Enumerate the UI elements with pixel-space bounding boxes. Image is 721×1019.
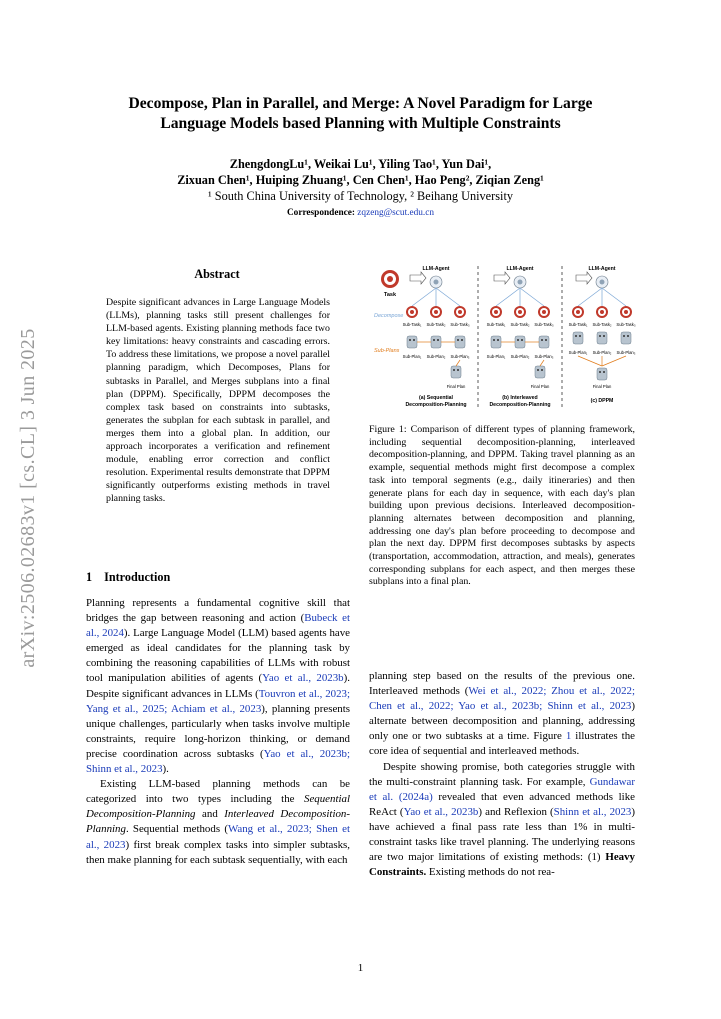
arrow bbox=[412, 288, 436, 306]
page-number: 1 bbox=[357, 962, 364, 974]
subplans-label: Sub-Plans bbox=[374, 348, 400, 354]
agent-label-3: LLM-Agent bbox=[588, 266, 616, 272]
subplan-label-1-3: Sub-Plan₃ bbox=[450, 354, 470, 359]
final-plan-label-1: Final Plan bbox=[446, 384, 466, 389]
arrow bbox=[602, 356, 626, 366]
subplan-label-2-1: Sub-Plan₁ bbox=[486, 354, 506, 359]
intro-left-column bbox=[86, 596, 350, 868]
abstract-text: Despite significant advances in Large Language Models (LLMs), planning tasks still present challenges for LLM-based agents. Existing planning methods face two key limitations: heavy constraints and cascading errors. To address these limitations, we propose a novel parallel planning paradigm, which Decomposes, Plans for subtasks in Parallel, and Merges subplans into a final plan (DPPM). Specifically, DPPM decomposes the complex task based on constraints into subtasks, generates the subplan for each subtask in parallel, and merges them into a global plan. In addition, our approach incorporates a verification and refinement module, enabling error correction and conflict resolution. Experimental results demonstrate that DPPM significantly outperforms existing methods in travel planning tasks. bbox=[106, 297, 330, 505]
arrow bbox=[456, 360, 460, 366]
author-block bbox=[0, 156, 721, 204]
subplan-robot-1-3 bbox=[455, 336, 465, 348]
subplan-label-2-3: Sub-Plan₃ bbox=[534, 354, 554, 359]
subplan-label-1-2: Sub-Plan₂ bbox=[426, 354, 446, 359]
subplan-robot-3-2 bbox=[597, 332, 607, 344]
authors-line-1: ZhengdongLu¹, Weikai Lu¹, Yiling Tao¹, Yun Dai¹, bbox=[229, 157, 492, 171]
correspondence-email[interactable]: zqzeng@scut.edu.cn bbox=[357, 208, 435, 218]
section-number: 1 bbox=[86, 570, 93, 584]
figure-1 bbox=[374, 262, 640, 412]
subplan-robot-3-3 bbox=[621, 332, 631, 344]
subtask-label-3-1: Sub-Task₁ bbox=[568, 322, 588, 327]
subplan-label-1-1: Sub-Plan₁ bbox=[402, 354, 422, 359]
subtask-label-1-1: Sub-Task₁ bbox=[402, 322, 422, 327]
panel-a-caption-1: (a) Sequential bbox=[418, 395, 454, 401]
subtask-label-3-2: Sub-Task₂ bbox=[592, 322, 612, 327]
subplan-label-3-1: Sub-Plan₁ bbox=[568, 350, 588, 355]
final-plan-robot-3 bbox=[597, 368, 607, 380]
panel-a-caption-2: Decomposition-Planning bbox=[405, 402, 467, 408]
subtask-label-1-2: Sub-Task₂ bbox=[426, 322, 446, 327]
intro-paragraph-2: Existing LLM-based planning methods can be categorized into two types including the Sequential Decomposition-Planning and Interleaved Decomposition-Planning. Sequential methods (Wang et al., 2023; Shen et al., 2023) first break complex tasks into simpler subtasks, then make planning for each subtask sequentially, with each bbox=[86, 778, 350, 866]
subplan-label-2-2: Sub-Plan₂ bbox=[510, 354, 530, 359]
subplan-label-3-2: Sub-Plan₂ bbox=[592, 350, 612, 355]
authors-line-2: Zixuan Chen¹, Huiping Zhuang¹, Cen Chen¹, Hao Peng², Ziqian Zeng¹ bbox=[177, 173, 544, 187]
arrow bbox=[520, 288, 544, 306]
panel-b-caption-1: (b) Interleaved bbox=[502, 395, 538, 401]
task-icon bbox=[381, 270, 399, 288]
subplan-robot-2-3 bbox=[539, 336, 549, 348]
panel-b-caption-2: Decomposition-Planning bbox=[489, 402, 551, 408]
title-line-2: Language Models based Planning with Multiple Constraints bbox=[160, 115, 561, 132]
task-label: Task bbox=[383, 292, 397, 298]
title-line-1: Decompose, Plan in Parallel, and Merge: A Novel Paradigm for Large bbox=[128, 95, 593, 112]
intro-right-column bbox=[369, 669, 635, 880]
subplan-label-3-3: Sub-Plan₃ bbox=[616, 350, 636, 355]
abstract-heading: Abstract bbox=[194, 267, 240, 281]
affiliations: ¹ South China University of Technology, ² Beihang University bbox=[207, 189, 514, 203]
flow-arrow-3 bbox=[576, 272, 592, 284]
final-plan-robot-2 bbox=[535, 366, 545, 378]
arrow bbox=[496, 288, 520, 306]
correspondence bbox=[0, 208, 721, 218]
subtask-label-1-3: Sub-Task₃ bbox=[450, 322, 470, 327]
arrow bbox=[540, 360, 544, 366]
arrow bbox=[578, 356, 602, 366]
subplan-robot-1-1 bbox=[407, 336, 417, 348]
subplan-robot-1-2 bbox=[431, 336, 441, 348]
intro-paragraph-1: Planning represents a fundamental cognitive skill that bridges the gap between reasoning and action (Bubeck et al., 2024). Large Language Model (LLM) based agents have emerged as ideal candidates for the planning task by combining the reasoning capabilities of LLMs with robust tool manipulation abilities of agents (Yao et al., 2023b). Despite significant advances in LLMs (Touvron et al., 2023; Yang et al., 2025; Achiam et al., 2023), planning presents unique challenges, particularly when tasks involve multiple constraints, require long-horizon thinking, or demand precise coordination across subtasks (Yao et al., 2023b; Shinn et al., 2023). bbox=[86, 597, 351, 776]
final-plan-label-2: Final Plan bbox=[530, 384, 550, 389]
final-plan-robot-1 bbox=[451, 366, 461, 378]
section-title: Introduction bbox=[104, 570, 171, 584]
subtask-label-2-2: Sub-Task₂ bbox=[510, 322, 530, 327]
subtask-label-2-3: Sub-Task₃ bbox=[534, 322, 554, 327]
subplan-robot-2-2 bbox=[515, 336, 525, 348]
intro-paragraph-3: Despite showing promise, both categories struggle with the multi-constraint planning task. For example, Gundawar et al. (2024a) revealed that even advanced methods like ReAct (Yao et al., 2023b) and Reflexion (Shinn et al., 2023) have achieved a final pass rate less than 1% in multi-constraint tasks like travel planning. The underlying reasons are two major limitations of existing methods: (1) Heavy Constraints. Existing methods do not rea- bbox=[369, 760, 636, 879]
arxiv-stamp: arXiv:2506.02683v1 [cs.CL] 3 Jun 2025 bbox=[17, 328, 39, 668]
figure-caption: Figure 1: Comparison of different types of planning framework, including sequential decomposition-planning, interleaved decomposition-planning, and DPPM. Taking travel planning as an example, sequential methods might first decompose a complex task into temporal segments (e.g., daily itineraries) and then generate plans for each day in sequence, with each day's plan building upon previous decisions. Interleaved decomposition-planning alternates between decomposition and planning, addressing one day's plan before proceeding to decompose and plan the next day. DPPM first decomposes subtasks by aspects (transportation, accommodation, attraction, and meals), generates corresponding subplans for each aspect, and then merges these subplans into a final plan. bbox=[369, 424, 635, 588]
agent-label-1: LLM-Agent bbox=[422, 266, 450, 272]
flow-arrow-1 bbox=[410, 272, 426, 284]
final-plan-label-3: Final Plan bbox=[592, 384, 612, 389]
section-heading bbox=[86, 570, 182, 585]
agent-label-2: LLM-Agent bbox=[506, 266, 534, 272]
arrow bbox=[602, 288, 626, 306]
subplan-robot-3-1 bbox=[573, 332, 583, 344]
arrow bbox=[436, 288, 460, 306]
panel-c-caption: (c) DPPM bbox=[590, 398, 614, 404]
correspondence-label: Correspondence: bbox=[286, 208, 355, 218]
decompose-label: Decompose bbox=[374, 313, 404, 319]
subtask-label-3-3: Sub-Task₃ bbox=[616, 322, 636, 327]
intro-paragraph-2-cont: planning step based on the results of the previous one. Interleaved methods (Wei et al., 2022; Zhou et al., 2022; Chen et al., 2022; Yao et al., 2023b; Shinn et al., 2023) alternate between decomposition and planning, addressing only one or two subtasks at a time. Figure 1 illustrates the core idea of sequential and interleaved methods. bbox=[369, 670, 636, 758]
subplan-robot-2-1 bbox=[491, 336, 501, 348]
arrow bbox=[578, 288, 602, 306]
flow-arrow-2 bbox=[494, 272, 510, 284]
paper-title bbox=[0, 94, 721, 134]
subtask-label-2-1: Sub-Task₁ bbox=[486, 322, 506, 327]
figure-1-diagram bbox=[374, 262, 640, 412]
